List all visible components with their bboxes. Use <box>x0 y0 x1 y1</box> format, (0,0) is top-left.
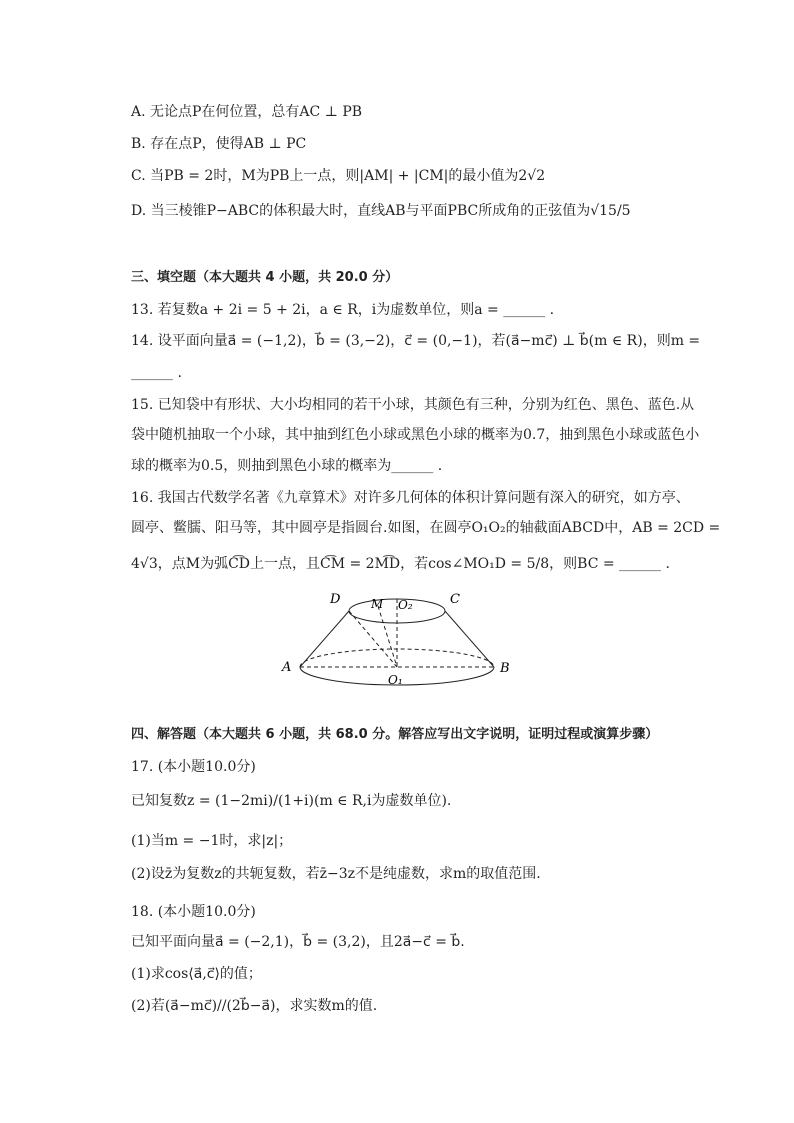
label-o1: O₁ <box>388 673 403 687</box>
side-bc <box>445 611 494 667</box>
label-c: C <box>450 592 460 607</box>
segment-do1 <box>349 611 397 667</box>
label-b: B <box>500 661 510 676</box>
question-16-line3: 4√3，点M为弧C͡D上一点，且C͡M = 2M͡D，若cos∠MO₁D = 5/8，则BC = ______ . <box>131 556 670 572</box>
label-d: D <box>330 592 341 607</box>
question-14-line2: ______ . <box>131 365 182 381</box>
question-16-line2: 圆亭、鳖臑、阳马等，其中圆亭是指圆台.如图，在圆亭O₁O₂的轴截面ABCD中，AB = 2CD = <box>131 520 721 536</box>
question-18-title: 18. (本小题10.0分) <box>131 904 256 920</box>
question-17-part2: (2)设z̄为复数z的共轭复数，若z̄−3z不是纯虚数，求m的取值范围. <box>131 866 541 882</box>
label-o2: O₂ <box>398 598 413 612</box>
label-a: A <box>282 660 292 675</box>
question-15-line3: 球的概率为0.5，则抽到黑色小球的概率为______ . <box>131 458 443 474</box>
question-18-part1: (1)求cos⟨a⃗,c⃗⟩的值； <box>131 966 262 982</box>
option-d: D. 当三棱锥P−ABC的体积最大时，直线AB与平面PBC所成角的正弦值为√15/5 <box>131 203 631 219</box>
question-15-line2: 袋中随机抽取一个小球，其中抽到红色小球或黑色小球的概率为0.7，抽到黑色小球或蓝色小 <box>131 427 700 443</box>
question-13: 13. 若复数a + 2i = 5 + 2i，a ∈ R，i为虚数单位，则a = ______ . <box>131 302 555 318</box>
question-17-part1: (1)当m = −1时，求|z|； <box>131 833 293 849</box>
question-18-part2: (2)若(a⃗−mc⃗)//(2b⃗−a⃗)，求实数m的值. <box>131 998 378 1014</box>
question-14-line1: 14. 设平面向量a⃗ = (−1,2)，b⃗ = (3,−2)，c⃗ = (0,−1)，若(a⃗−mc⃗) ⊥ b⃗(m ∈ R)，则m = <box>131 333 701 349</box>
side-ad <box>300 611 349 667</box>
question-18-stem: 已知平面向量a⃗ = (−2,1)，b⃗ = (3,2)，且2a⃗−c⃗ = b⃗. <box>131 934 465 950</box>
question-15-line1: 15. 已知袋中有形状、大小均相同的若干小球，其颜色有三种，分别为红色、黑色、蓝色.从 <box>131 397 695 413</box>
question-17-title: 17. (本小题10.0分) <box>131 759 256 775</box>
section4-heading: 四、解答题（本大题共 6 小题，共 68.0 分。解答应写出文字说明，证明过程或演算步骤） <box>131 727 659 742</box>
frustum-figure <box>270 586 530 690</box>
option-a: A. 无论点P在何位置，总有AC ⊥ PB <box>131 104 363 120</box>
section3-heading: 三、填空题（本大题共 4 小题，共 20.0 分） <box>131 270 399 285</box>
option-c: C. 当PB = 2时，M为PB上一点，则|AM| + |CM|的最小值为2√2 <box>131 168 546 184</box>
segment-mo1 <box>378 606 397 667</box>
question-16-line1: 16. 我国古代数学名著《九章算术》对许多几何体的体积计算问题有深入的研究，如方亭、 <box>131 490 690 506</box>
label-m: M <box>371 597 384 611</box>
question-17-stem: 已知复数z = (1−2mi)/(1+i)(m ∈ R,i为虚数单位). <box>131 793 452 809</box>
option-b: B. 存在点P，使得AB ⊥ PC <box>131 136 307 152</box>
